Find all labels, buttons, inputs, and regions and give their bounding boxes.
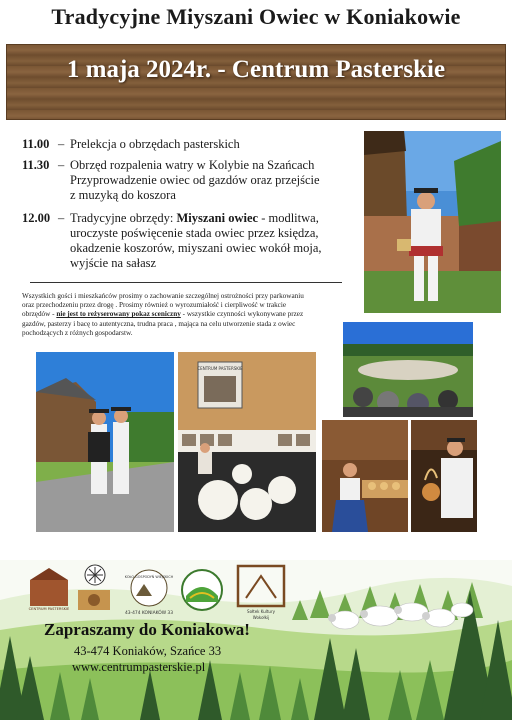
photo-woman-bread [322, 420, 408, 532]
program-highlight: Miyszani owiec [176, 211, 259, 225]
photo-man-censer [411, 420, 477, 532]
invite-heading: Zapraszamy do Koniakowa! [44, 620, 250, 639]
photo-lace-exhibit [178, 352, 316, 532]
program-text: Przyprowadzenie owiec od gazdów oraz przejście [70, 173, 320, 187]
program-time: 12.00 [22, 211, 51, 225]
logo-green-circle [180, 568, 224, 612]
program-text: okadzenie koszorów, miyszani owiec wokół moja, [70, 241, 322, 255]
divider [30, 282, 342, 283]
photo-crowd-sheep [343, 322, 473, 417]
logo-crest [74, 586, 114, 614]
program-item: 11.00 – Prelekcja o obrzędach pasterskich [22, 137, 240, 151]
safety-notice: Wszystkich gości i mieszkańców prosimy o zachowanie szczególnej ostrożności przy parkowaniu oraz przechodzeniu przez drogę . Prosimy również o wyrozumiałość i cierpliwość w trakcie obrzędów - nie jest to reżyserowany pokaz sceniczny - wszystkie czynności wykonywane przez gazdów, pasterzy i bacę to autentyczna, trudna praca , mająca na celu utworzenie stada z owiec pochodzących z różnych gospodarstw. [22, 292, 304, 337]
svg-text:Wokołkij: Wokołkij [252, 615, 270, 620]
footer-landscape [0, 560, 512, 720]
address-text: 43-474 Koniaków, Szańce 33 [74, 644, 222, 658]
svg-text:CENTRUM PASTERSKIE: CENTRUM PASTERSKIE [28, 607, 70, 611]
photo-shepherd [364, 131, 501, 313]
program-text: uroczyste poświęcenie stada owiec przez księdza, [70, 226, 319, 240]
event-date-banner: 1 maja 2024r. - Centrum Pasterskie [66, 56, 446, 83]
program-item: 11.30 – Obrzęd rozpalenia watry w Kolybie na Szańcach Przyprowadzenie owiec od gazdów oraz przejście z muzyką do koszora [22, 158, 320, 202]
program-text: Prelekcja o obrzędach pasterskich [70, 137, 240, 151]
program-time: 11.30 [22, 158, 50, 172]
svg-text:Sołtek Kultury: Sołtek Kultury [247, 609, 275, 614]
program-text: z muzyką do koszora [70, 188, 176, 202]
logo-sotek-kultury [232, 560, 290, 622]
website-link[interactable]: www.centrumpasterskie.pl [72, 660, 206, 674]
svg-text:43-474 KONIAKÓW 33: 43-474 KONIAKÓW 33 [124, 611, 174, 616]
logo-kgw [122, 568, 176, 618]
program-text: Obrzęd rozpalenia watry w Kolybie na Szańcach [70, 158, 315, 172]
program-schedule [22, 137, 362, 271]
svg-text:CENTRUM PASTERSKIE: CENTRUM PASTERSKIE [197, 366, 243, 371]
svg-text:KOŁO GOSPODYŃ WIEJSKICH: KOŁO GOSPODYŃ WIEJSKICH [124, 575, 174, 579]
logo-centrum-pasterskie [28, 566, 70, 612]
logo-snowflake [84, 564, 106, 586]
program-text: wyjście na sałasz [70, 256, 157, 270]
program-time: 11.00 [22, 137, 50, 151]
poster-title: Tradycyjne Miyszani Owiec w Koniakowie [51, 4, 461, 29]
photo-two-shepherds [36, 352, 174, 532]
program-item: 12.00 – Tradycyjne obrzędy: Miyszani owiec - modlitwa, uroczyste poświęcenie stada owiec przez księdza, okadzenie koszorów, miyszani owiec wokół moja, wyjście na sałasz [22, 211, 322, 270]
